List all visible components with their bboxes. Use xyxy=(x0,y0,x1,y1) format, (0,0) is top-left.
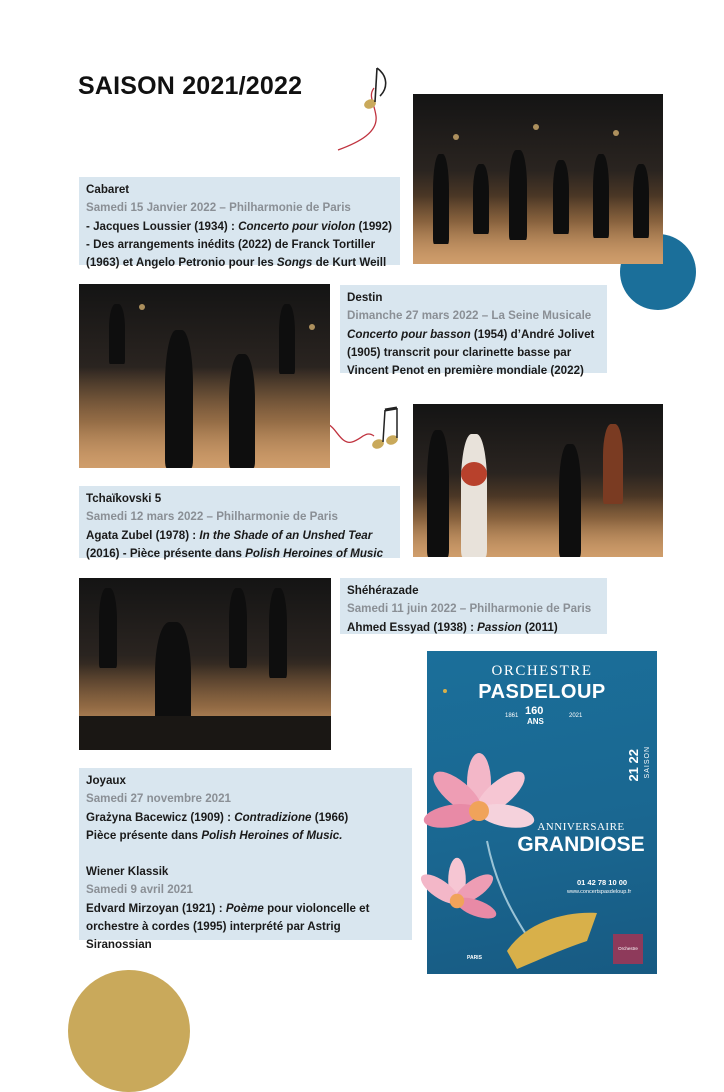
event-name: Cabaret xyxy=(86,183,130,196)
poster-website: www.concertspasdeloup.fr xyxy=(567,889,632,895)
event-line: Agata Zubel (1978) : In the Shade of an Unshed Tear xyxy=(86,528,373,542)
poster-saison-years: 21 22 xyxy=(626,749,641,782)
poster-ans: ANS xyxy=(527,717,544,726)
event-line: Concerto pour basson (1954) d’André Jolivet xyxy=(347,327,595,341)
event-line: - Jacques Loussier (1934) : Concerto pour violon (1992) xyxy=(86,219,393,233)
event-date: Dimanche 27 mars 2022 – La Seine Musicale xyxy=(347,309,592,323)
event-joyaux-wiener xyxy=(79,768,412,952)
event-line: orchestre à cordes (1995) interprété par Astrig xyxy=(86,920,341,934)
event-date: Samedi 9 avril 2021 xyxy=(86,883,193,897)
event-sheherazade xyxy=(340,578,607,634)
poster-phone: 01 42 78 10 00 xyxy=(577,878,628,887)
event-destin xyxy=(340,285,607,378)
poster-160: 160 xyxy=(525,705,544,717)
event-line: Pièce présente dans Polish Heroines of Music. xyxy=(86,828,343,842)
poster-year-start: 1861 xyxy=(505,713,519,719)
event-line: Grażyna Bacewicz (1909) : Contradizione (1966) xyxy=(86,810,349,824)
event-line: (1905) transcrit pour clarinette basse par xyxy=(347,345,572,359)
event-line: Edvard Mirzoyan (1921) : Poème pour violoncelle et xyxy=(86,901,370,915)
poster-saison: SAISON xyxy=(644,746,651,779)
event-name: Tchaïkovski 5 xyxy=(86,492,162,505)
poster-badge: Orchestre Pasdeloup xyxy=(613,934,643,964)
poster-anniversaire: ANNIVERSAIRE xyxy=(537,821,625,833)
event-line: Siranossian xyxy=(86,938,152,952)
event-line: (2016) - Pièce présente dans Polish Heroines of Music xyxy=(86,546,384,560)
poster-grandiose: GRANDIOSE xyxy=(517,833,645,856)
paris-logo: PARIS xyxy=(467,955,482,961)
poster-year-end: 2021 xyxy=(569,713,583,719)
event-date: Samedi 27 novembre 2021 xyxy=(86,792,232,806)
poster-pasdeloup: PASDELOUP xyxy=(478,681,606,703)
event-date: Samedi 15 Janvier 2022 – Philharmonie de Paris xyxy=(86,201,351,215)
event-name: Destin xyxy=(347,291,383,304)
conductor-photo xyxy=(79,578,331,750)
decorative-circle-gold xyxy=(68,970,190,1092)
event-line: Ahmed Essyad (1938) : Passion (2011) xyxy=(347,620,558,634)
event-name: Joyaux xyxy=(86,774,126,787)
event-tchaikovski xyxy=(79,486,400,558)
poster-orchestre: ORCHESTRE xyxy=(491,663,593,679)
page-title: SAISON 2021/2022 xyxy=(78,72,303,100)
music-note-icon xyxy=(330,62,400,156)
event-date: Samedi 11 juin 2022 – Philharmonie de Paris xyxy=(347,602,592,616)
event-name: Shéhérazade xyxy=(347,584,419,597)
event-cabaret xyxy=(79,177,400,270)
music-note-icon xyxy=(318,402,406,462)
season-poster xyxy=(427,651,657,981)
event-line: - Des arrangements inédits (2022) de Franck Tortiller xyxy=(86,237,376,251)
event-name: Wiener Klassik xyxy=(86,865,169,879)
event-date: Samedi 12 mars 2022 – Philharmonie de Paris xyxy=(86,510,338,524)
soloist-photo xyxy=(413,404,663,557)
event-line: Vincent Penot en première mondiale (2022) xyxy=(347,364,584,378)
orchestra-photo xyxy=(413,94,663,264)
clarinettist-photo xyxy=(79,284,330,468)
event-line: (1963) et Angelo Petronio pour les Songs de Kurt Weill xyxy=(86,256,387,270)
